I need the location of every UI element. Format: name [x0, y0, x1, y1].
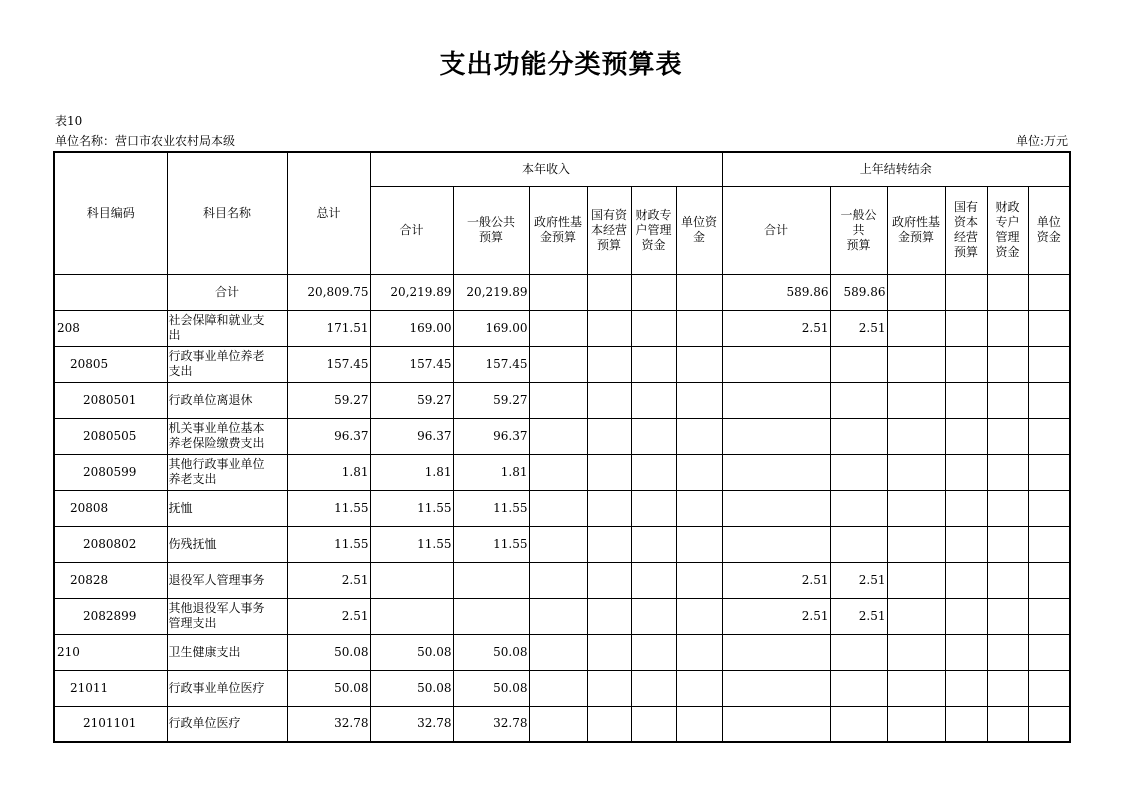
- table-row: [54, 418, 1070, 454]
- cell-name: 卫生健康支出: [167, 634, 287, 670]
- cell-ly-sum: 589.86: [722, 274, 830, 310]
- cell-name: 行政单位离退休: [167, 382, 287, 418]
- cell-cy-state-capital: [587, 526, 631, 562]
- cell-cy-special-account: [631, 310, 676, 346]
- cell-ly-sum: [722, 670, 830, 706]
- cell-ly-general: [830, 454, 887, 490]
- cell-code: 208: [54, 310, 167, 346]
- cell-cy-state-capital: [587, 562, 631, 598]
- cell-cy-unit-fund: [676, 346, 722, 382]
- cell-cy-gov-fund: [529, 418, 587, 454]
- cell-ly-general: [830, 418, 887, 454]
- cell-ly-state-capital: [945, 274, 987, 310]
- cell-ly-sum: 2.51: [722, 598, 830, 634]
- cell-cy-gov-fund: [529, 310, 587, 346]
- cell-cy-unit-fund: [676, 526, 722, 562]
- table-row: [54, 346, 1070, 382]
- cell-cy-state-capital: [587, 382, 631, 418]
- cell-cy-state-capital: [587, 670, 631, 706]
- cell-ly-state-capital: [945, 562, 987, 598]
- cell-code: 210: [54, 634, 167, 670]
- cell-cy-general: [453, 598, 529, 634]
- cell-ly-special-account: [987, 490, 1028, 526]
- cell-cy-state-capital: [587, 274, 631, 310]
- cell-ly-sum: 2.51: [722, 310, 830, 346]
- cell-cy-unit-fund: [676, 310, 722, 346]
- cell-ly-general: [830, 490, 887, 526]
- header-ly-gov-fund: 政府性基 金预算: [887, 186, 945, 274]
- cell-total: 96.37: [287, 418, 370, 454]
- cell-ly-unit-fund: [1028, 670, 1070, 706]
- cell-ly-general: 589.86: [830, 274, 887, 310]
- table-row: [54, 706, 1070, 742]
- cell-total: 50.08: [287, 670, 370, 706]
- cell-total: 2.51: [287, 598, 370, 634]
- cell-cy-sum: 11.55: [370, 526, 453, 562]
- cell-ly-state-capital: [945, 706, 987, 742]
- cell-cy-sum: 169.00: [370, 310, 453, 346]
- cell-ly-general: 2.51: [830, 562, 887, 598]
- cell-name: 抚恤: [167, 490, 287, 526]
- cell-cy-special-account: [631, 634, 676, 670]
- cell-ly-gov-fund: [887, 490, 945, 526]
- cell-ly-unit-fund: [1028, 346, 1070, 382]
- cell-total: 11.55: [287, 526, 370, 562]
- cell-name: 合计: [167, 274, 287, 310]
- cell-cy-general: 157.45: [453, 346, 529, 382]
- cell-cy-general: 169.00: [453, 310, 529, 346]
- cell-ly-sum: [722, 634, 830, 670]
- table-row: [54, 382, 1070, 418]
- cell-code: 2082899: [54, 598, 167, 634]
- header-total: 总计: [287, 152, 370, 274]
- unit-name: 单位名称：营口市农业农村局本级: [55, 134, 236, 148]
- cell-code: 2080501: [54, 382, 167, 418]
- cell-cy-state-capital: [587, 634, 631, 670]
- cell-total: 171.51: [287, 310, 370, 346]
- cell-code: 2080802: [54, 526, 167, 562]
- cell-cy-gov-fund: [529, 634, 587, 670]
- header-ly-state-capital: 国有 资本 经营 预算: [945, 186, 987, 274]
- cell-cy-unit-fund: [676, 382, 722, 418]
- header-cy-general: 一般公共 预算: [453, 186, 529, 274]
- cell-total: 157.45: [287, 346, 370, 382]
- cell-ly-general: [830, 382, 887, 418]
- cell-total: 2.51: [287, 562, 370, 598]
- cell-cy-special-account: [631, 274, 676, 310]
- cell-ly-special-account: [987, 346, 1028, 382]
- table-row: [54, 598, 1070, 634]
- cell-ly-general: 2.51: [830, 598, 887, 634]
- cell-cy-unit-fund: [676, 418, 722, 454]
- cell-ly-gov-fund: [887, 706, 945, 742]
- header-ly-sum: 合计: [722, 186, 830, 274]
- cell-cy-special-account: [631, 490, 676, 526]
- cell-cy-special-account: [631, 670, 676, 706]
- table-row: [54, 634, 1070, 670]
- table-row: [54, 310, 1070, 346]
- cell-ly-state-capital: [945, 346, 987, 382]
- cell-cy-special-account: [631, 598, 676, 634]
- cell-ly-sum: [722, 490, 830, 526]
- cell-cy-general: [453, 562, 529, 598]
- cell-name: 行政事业单位养老 支出: [167, 346, 287, 382]
- cell-code: 2080505: [54, 418, 167, 454]
- cell-cy-general: 32.78: [453, 706, 529, 742]
- cell-cy-special-account: [631, 454, 676, 490]
- cell-name: 其他行政事业单位 养老支出: [167, 454, 287, 490]
- cell-cy-state-capital: [587, 346, 631, 382]
- cell-code: 21011: [54, 670, 167, 706]
- cell-name: 机关事业单位基本 养老保险缴费支出: [167, 418, 287, 454]
- cell-ly-sum: [722, 454, 830, 490]
- table-body: [54, 274, 1070, 742]
- cell-cy-special-account: [631, 382, 676, 418]
- cell-cy-unit-fund: [676, 706, 722, 742]
- cell-ly-special-account: [987, 310, 1028, 346]
- cell-total: 20,809.75: [287, 274, 370, 310]
- cell-ly-special-account: [987, 706, 1028, 742]
- cell-cy-general: 20,219.89: [453, 274, 529, 310]
- cell-cy-sum: 11.55: [370, 490, 453, 526]
- cell-cy-state-capital: [587, 454, 631, 490]
- cell-ly-special-account: [987, 418, 1028, 454]
- budget-table: [53, 151, 1071, 743]
- cell-ly-special-account: [987, 634, 1028, 670]
- cell-ly-gov-fund: [887, 562, 945, 598]
- cell-name: 伤残抚恤: [167, 526, 287, 562]
- cell-cy-state-capital: [587, 598, 631, 634]
- cell-ly-special-account: [987, 598, 1028, 634]
- cell-cy-sum: [370, 562, 453, 598]
- cell-ly-unit-fund: [1028, 274, 1070, 310]
- header-ly-special-account: 财政 专户 管理 资金: [987, 186, 1028, 274]
- cell-name: 行政事业单位医疗: [167, 670, 287, 706]
- header-cy-special-account: 财政专 户管理 资金: [631, 186, 676, 274]
- cell-ly-sum: [722, 382, 830, 418]
- cell-ly-unit-fund: [1028, 526, 1070, 562]
- cell-cy-general: 96.37: [453, 418, 529, 454]
- cell-code: 2101101: [54, 706, 167, 742]
- cell-ly-gov-fund: [887, 274, 945, 310]
- cell-ly-special-account: [987, 562, 1028, 598]
- cell-cy-special-account: [631, 706, 676, 742]
- cell-total: 1.81: [287, 454, 370, 490]
- header-last-year: 上年结转结余: [722, 152, 1070, 186]
- cell-ly-special-account: [987, 382, 1028, 418]
- cell-cy-unit-fund: [676, 274, 722, 310]
- page-title: 支出功能分类预算表: [439, 50, 683, 80]
- table-row: [54, 670, 1070, 706]
- cell-ly-gov-fund: [887, 346, 945, 382]
- cell-cy-unit-fund: [676, 562, 722, 598]
- cell-cy-sum: 32.78: [370, 706, 453, 742]
- cell-ly-sum: [722, 706, 830, 742]
- header-name: 科目名称: [167, 152, 287, 274]
- table-number: 表10: [55, 114, 83, 128]
- cell-cy-general: 1.81: [453, 454, 529, 490]
- cell-ly-special-account: [987, 274, 1028, 310]
- table-row: [54, 490, 1070, 526]
- cell-name: 社会保障和就业支 出: [167, 310, 287, 346]
- table-row: [54, 562, 1070, 598]
- header-cy-sum: 合计: [370, 186, 453, 274]
- cell-ly-unit-fund: [1028, 598, 1070, 634]
- cell-cy-general: 50.08: [453, 670, 529, 706]
- cell-cy-general: 50.08: [453, 634, 529, 670]
- cell-ly-unit-fund: [1028, 706, 1070, 742]
- cell-cy-gov-fund: [529, 382, 587, 418]
- cell-cy-special-account: [631, 526, 676, 562]
- cell-ly-unit-fund: [1028, 490, 1070, 526]
- cell-cy-unit-fund: [676, 670, 722, 706]
- cell-code: 20808: [54, 490, 167, 526]
- cell-code: 20805: [54, 346, 167, 382]
- cell-cy-state-capital: [587, 310, 631, 346]
- cell-cy-gov-fund: [529, 454, 587, 490]
- cell-total: 11.55: [287, 490, 370, 526]
- header-cy-unit-fund: 单位资 金: [676, 186, 722, 274]
- header-code: 科目编码: [54, 152, 167, 274]
- cell-cy-special-account: [631, 562, 676, 598]
- cell-ly-unit-fund: [1028, 562, 1070, 598]
- cell-ly-state-capital: [945, 382, 987, 418]
- cell-name: 退役军人管理事务: [167, 562, 287, 598]
- cell-ly-state-capital: [945, 454, 987, 490]
- cell-cy-gov-fund: [529, 526, 587, 562]
- cell-ly-general: [830, 346, 887, 382]
- cell-ly-special-account: [987, 526, 1028, 562]
- header-current-year: 本年收入: [370, 152, 722, 186]
- cell-cy-sum: [370, 598, 453, 634]
- cell-ly-gov-fund: [887, 526, 945, 562]
- cell-cy-unit-fund: [676, 634, 722, 670]
- cell-ly-gov-fund: [887, 598, 945, 634]
- cell-ly-unit-fund: [1028, 454, 1070, 490]
- cell-cy-state-capital: [587, 418, 631, 454]
- cell-cy-gov-fund: [529, 706, 587, 742]
- cell-cy-gov-fund: [529, 346, 587, 382]
- cell-ly-sum: 2.51: [722, 562, 830, 598]
- cell-ly-general: [830, 526, 887, 562]
- cell-ly-gov-fund: [887, 454, 945, 490]
- cell-ly-gov-fund: [887, 634, 945, 670]
- cell-cy-unit-fund: [676, 598, 722, 634]
- cell-ly-state-capital: [945, 598, 987, 634]
- cell-ly-unit-fund: [1028, 310, 1070, 346]
- cell-cy-unit-fund: [676, 490, 722, 526]
- cell-cy-sum: 20,219.89: [370, 274, 453, 310]
- cell-cy-gov-fund: [529, 598, 587, 634]
- cell-ly-state-capital: [945, 634, 987, 670]
- cell-cy-unit-fund: [676, 454, 722, 490]
- cell-ly-unit-fund: [1028, 382, 1070, 418]
- cell-ly-state-capital: [945, 526, 987, 562]
- cell-cy-state-capital: [587, 706, 631, 742]
- cell-name: 行政单位医疗: [167, 706, 287, 742]
- cell-ly-sum: [722, 418, 830, 454]
- cell-total: 50.08: [287, 634, 370, 670]
- table-row: [54, 454, 1070, 490]
- cell-ly-special-account: [987, 454, 1028, 490]
- header-ly-unit-fund: 单位 资金: [1028, 186, 1070, 274]
- cell-cy-gov-fund: [529, 670, 587, 706]
- cell-ly-sum: [722, 346, 830, 382]
- cell-cy-special-account: [631, 418, 676, 454]
- cell-ly-unit-fund: [1028, 418, 1070, 454]
- cell-cy-special-account: [631, 346, 676, 382]
- header-ly-general: 一般公 共 预算: [830, 186, 887, 274]
- cell-cy-sum: 96.37: [370, 418, 453, 454]
- cell-ly-special-account: [987, 670, 1028, 706]
- cell-ly-state-capital: [945, 418, 987, 454]
- cell-cy-sum: 157.45: [370, 346, 453, 382]
- cell-ly-gov-fund: [887, 382, 945, 418]
- cell-cy-sum: 59.27: [370, 382, 453, 418]
- cell-total: 32.78: [287, 706, 370, 742]
- cell-ly-state-capital: [945, 670, 987, 706]
- cell-cy-sum: 50.08: [370, 670, 453, 706]
- cell-cy-general: 11.55: [453, 526, 529, 562]
- header-cy-state-capital: 国有资 本经营 预算: [587, 186, 631, 274]
- cell-cy-general: 11.55: [453, 490, 529, 526]
- cell-ly-gov-fund: [887, 670, 945, 706]
- table-row: [54, 526, 1070, 562]
- cell-ly-general: [830, 634, 887, 670]
- cell-cy-sum: 50.08: [370, 634, 453, 670]
- cell-cy-state-capital: [587, 490, 631, 526]
- table-row: [54, 274, 1070, 310]
- cell-ly-unit-fund: [1028, 634, 1070, 670]
- header-cy-gov-fund: 政府性基 金预算: [529, 186, 587, 274]
- cell-ly-general: [830, 670, 887, 706]
- cell-cy-gov-fund: [529, 274, 587, 310]
- cell-ly-sum: [722, 526, 830, 562]
- cell-cy-general: 59.27: [453, 382, 529, 418]
- cell-total: 59.27: [287, 382, 370, 418]
- cell-ly-gov-fund: [887, 418, 945, 454]
- cell-ly-general: 2.51: [830, 310, 887, 346]
- cell-ly-state-capital: [945, 310, 987, 346]
- cell-name: 其他退役军人事务 管理支出: [167, 598, 287, 634]
- cell-cy-gov-fund: [529, 562, 587, 598]
- cell-code: [54, 274, 167, 310]
- cell-ly-gov-fund: [887, 310, 945, 346]
- cell-ly-general: [830, 706, 887, 742]
- unit-label: 单位:万元: [1015, 134, 1068, 148]
- cell-code: 2080599: [54, 454, 167, 490]
- cell-ly-state-capital: [945, 490, 987, 526]
- cell-cy-gov-fund: [529, 490, 587, 526]
- cell-code: 20828: [54, 562, 167, 598]
- cell-cy-sum: 1.81: [370, 454, 453, 490]
